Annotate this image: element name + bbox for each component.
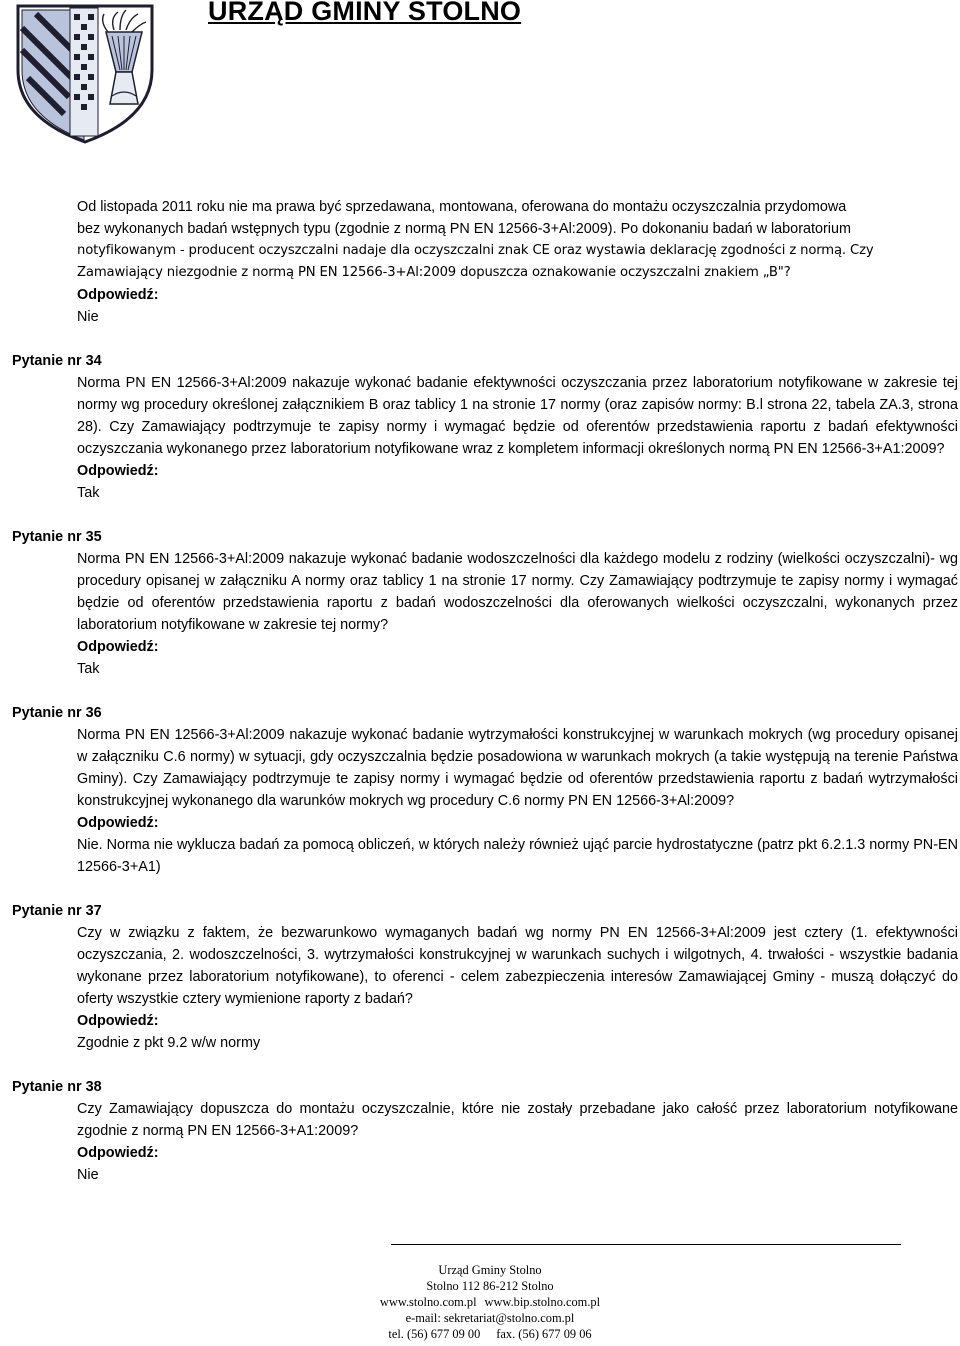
footer-tel: tel. (56) 677 09 00 [388, 1327, 481, 1341]
answer-text: Nie [77, 309, 99, 325]
question-heading: Pytanie nr 36 [12, 705, 102, 721]
footer-bip-link[interactable]: www.bip.stolno.com.pl [484, 1295, 601, 1309]
footer [340, 1262, 640, 1342]
intro-question [77, 196, 958, 328]
answer-text: Nie. Norma nie wyklucza badań za pomocą obliczeń, w których należy również ująć parcie hydrostatyczne (patrz pkt 6.2.1.3 normy PN-EN 12566-3+A1) [77, 837, 958, 875]
coat-of-arms-logo [14, 0, 156, 146]
question-text: Norma PN EN 12566-3+Al:2009 nakazuje wykonać badanie efektywności oczyszczania przez laboratorium notyfikowane w zakresie tej normy wg procedury określonej załącznikiem B oraz tablicy 1 na stronie 17 normy (oraz zapisów normy: B.l strona 22, tabela ZA.3, strona 28). Czy Zamawiający podtrzymuje te zapisy normy i wymagać będzie od oferentów przedstawienia raportu z badań efektywności oczyszczania wykonanego przez laboratorium notyfikowane wraz z kompletem informacji określonych normą PN EN 12566-3+A1:2009? [77, 375, 958, 457]
question-heading: Pytanie nr 34 [12, 353, 102, 369]
answer-text: Zgodnie z pkt 9.2 w/w normy [77, 1035, 261, 1051]
intro-line: notyfikowanym - producent oczyszczalni nadaje dla oczyszczalni znak CE oraz wystawia deklarację zgodności z normą. Czy [77, 243, 874, 258]
answer-label: Odpowiedź: [77, 815, 159, 831]
footer-office-name: Urząd Gminy Stolno [438, 1263, 542, 1277]
question-text: Norma PN EN 12566-3+Al:2009 nakazuje wykonać badanie wodoszczelności dla każdego modelu z rodziny (wielkości oczyszczalni)- wg procedury opisanej w załączniku A normy oraz tablicy 1 na stronie 17 normy. Czy Zamawiający podtrzymuje te zapisy normy i wymagać będzie od oferentów przedstawienia raportu z badań wodoszczelności dla oferowanych wielkości oczyszczalni, wykonanych przez laboratorium notyfikowane w zakresie tej normy? [77, 551, 958, 633]
answer-text: Nie [77, 1167, 99, 1183]
intro-line: bez wykonanych badań wstępnych typu (zgodnie z normą PN EN 12566-3+Al:2009). Po dokonaniu badań w laboratorium [77, 221, 851, 237]
question-text: Norma PN EN 12566-3+Al:2009 nakazuje wykonać badanie wytrzymałości konstrukcyjnej w warunkach mokrych (wg procedury opisanej w załączniku C.6 normy) w sytuacji, gdy oczyszczalnia będzie posadowiona w warunkach mokrych (a takie występują na terenie Państwa Gminy). Czy Zamawiający podtrzymuje te zapisy normy i wymagać będzie od oferentów przedstawienia raportu z badań wytrzymałości konstrukcyjnej wykonanego dla warunków mokrych wg procedury C.6 normy PN EN 12566-3+Al:2009? [77, 727, 958, 809]
footer-address: Stolno 112 86-212 Stolno [426, 1279, 554, 1293]
footer-fax: fax. (56) 677 09 06 [496, 1327, 592, 1341]
footer-email[interactable]: e-mail: sekretariat@stolno.com.pl [405, 1311, 575, 1325]
document-body [12, 196, 958, 1186]
footer-website-link[interactable]: www.stolno.com.pl [379, 1295, 477, 1309]
answer-label: Odpowiedź: [77, 463, 159, 479]
question-text: Czy w związku z faktem, że bezwarunkowo wymaganych badań wg normy PN EN 12566-3+Al:2009 jest cztery (1. efektywności oczyszczania, 2. wodoszczelności, 3. wytrzymałości konstrukcyjnej w warunkach suchych i wilgotnych, 4. trwałości - wszystkie badania wykonane przez laboratorium notyfikowane), to oferenci - celem zabezpieczenia interesów Zamawiającej Gminy - muszą dołączyć do oferty wszystkie cztery wymienione raporty z badań? [77, 925, 958, 1007]
question-heading: Pytanie nr 35 [12, 529, 102, 545]
footer-websites [340, 1294, 640, 1310]
question-36 [12, 702, 958, 878]
question-heading: Pytanie nr 37 [12, 903, 102, 919]
answer-label: Odpowiedź: [77, 1145, 159, 1161]
question-heading: Pytanie nr 38 [12, 1079, 102, 1095]
question-38 [12, 1076, 958, 1186]
footer-phones [340, 1326, 640, 1342]
question-34 [12, 350, 958, 504]
answer-label: Odpowiedź: [77, 639, 159, 655]
answer-text: Tak [77, 661, 100, 677]
answer-label: Odpowiedź: [77, 1013, 159, 1029]
question-37 [12, 900, 958, 1054]
answer-label: Odpowiedź: [77, 287, 159, 303]
intro-line: Zamawiający niezgodnie z normą PN EN 12566-3+Al:2009 dopuszcza oznakowanie oczyszczalni znakiem „B"? [77, 265, 791, 280]
footer-divider [391, 1244, 901, 1245]
page-title: URZĄD GMINY STOLNO [208, 0, 522, 26]
answer-text: Tak [77, 485, 100, 501]
question-text: Czy Zamawiający dopuszcza do montażu oczyszczalnie, które nie zostały przebadane jako całość przez laboratorium notyfikowane zgodnie z normą PN EN 12566-3+A1:2009? [77, 1101, 958, 1139]
question-35 [12, 526, 958, 680]
intro-line: Od listopada 2011 roku nie ma prawa być sprzedawana, montowana, oferowana do montażu oczyszczalnia przydomowa [77, 199, 847, 215]
